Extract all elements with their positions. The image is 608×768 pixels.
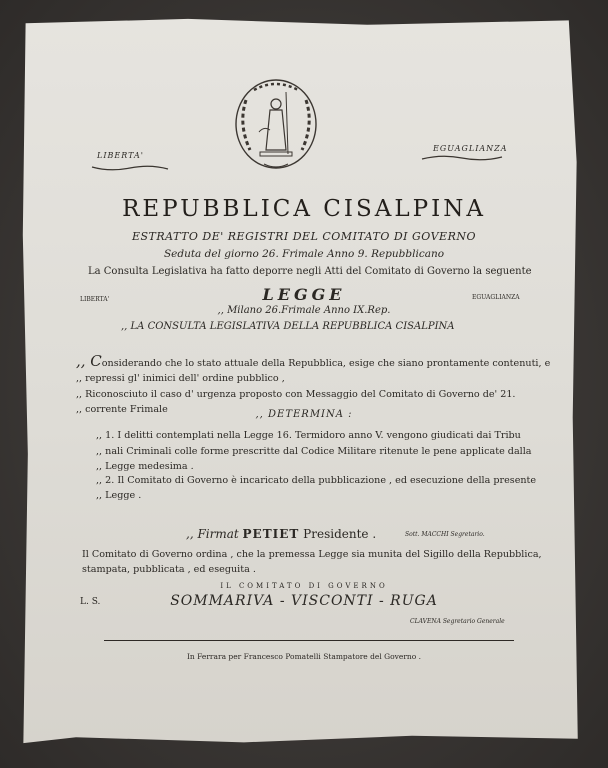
motto-eguaglianza: EGUAGLIANZA [433,144,508,153]
ordina-line-1: Il Comitato di Governo ordina , che la premessa Legge sia munita del Sigillo della Repubblica, [82,549,542,560]
consulta-heading: ,, LA CONSULTA LEGISLATIVA DELLA REPUBBLICA CISALPINA [121,321,455,332]
determina-heading: ,, DETERMINA : [255,409,353,420]
article-1-line-1: ,, 1. I delitti contemplati nella Legge 16. Termidoro anno V. vengono giudicati dai Tribu [96,430,521,441]
milano-date: ,, Milano 26.Frimale Anno IX.Rep. [217,305,391,316]
considerando-dropcap: ,, C [76,352,102,370]
document-title: REPUBBLICA CISALPINA [122,196,486,222]
signers-line: SOMMARIVA - VISCONTI - RUGA [170,593,438,609]
considerando-line-1 [76,352,550,370]
secretary-note: Sott. MACCHI Segretario. [405,531,485,538]
printer-imprint: In Ferrara per Francesco Pomatelli Stampatore del Governo . [186,652,422,661]
locus-sigilli: L. S. [80,597,101,607]
considerando-line-2: ,, repressi gl' inimici dell' ordine pubblico , [76,373,285,384]
clavena-note: CLAVENA Segretario Generale [410,618,505,625]
emblem-seal [224,70,328,174]
riconosciuto-line-2: ,, corrente Frimale [76,404,168,415]
ordina-line-2: stampata, pubblicata , ed eseguita . [82,564,256,575]
article-2-line-2: ,, Legge . [96,490,142,501]
firmat-role: Presidente . [303,527,377,541]
comitato-label: IL COMITATO DI GOVERNO [220,582,388,590]
small-liberta: LIBERTA' [80,296,110,303]
motto-left-flourish [90,161,170,173]
article-1-line-3: ,, Legge medesima . [96,461,194,472]
bottom-rule [104,640,514,641]
firmat-prefix: ,, Firmat [186,527,239,541]
intro-line: La Consulta Legislativa ha fatto deporre negli Atti del Comitato di Governo la seguente [88,266,532,277]
riconosciuto-line-1: ,, Riconosciuto il caso d' urgenza proposto con Messaggio del Comitato di Governo de' 21. [76,389,516,400]
article-1-line-2: ,, nali Criminali colle forme prescritte dal Codice Militare ritenute le pene applicate dalla [96,446,532,457]
article-2-line-1: ,, 2. Il Comitato di Governo è incaricato della pubblicazione , ed esecuzione della presente [96,475,537,486]
legge-heading: LEGGE [262,285,346,304]
session-line: Seduta del giorno 26. Frimale Anno 9. Repubblicano [163,248,445,260]
document-subtitle: ESTRATTO DE' REGISTRI DEL COMITATO DI GOVERNO [131,230,477,243]
motto-liberta: LIBERTA' [97,151,144,160]
small-eguaglianza: EGUAGLIANZA [472,294,520,301]
firmat-line [186,527,376,541]
firmat-name: PETIET [242,527,300,541]
motto-right-flourish [420,152,504,164]
considerando-text-1: onsiderando che lo stato attuale della Repubblica, esige che siano prontamente contenuti, e [101,358,551,369]
